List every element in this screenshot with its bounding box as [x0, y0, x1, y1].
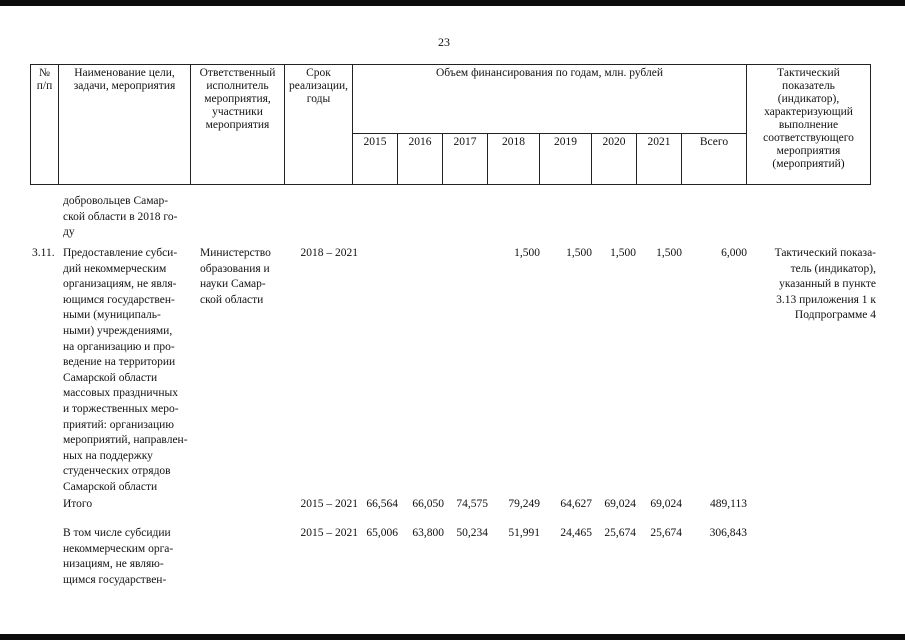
header-num: № п/п: [31, 65, 59, 185]
row-term: 2015 – 2021: [300, 527, 358, 539]
header-year-2015: 2015: [353, 134, 398, 185]
header-year-2019: 2019: [540, 134, 592, 185]
scan-border-top: [0, 0, 905, 6]
row-indicator: Тактический показа- тель (индикатор), указанный в пункте 3.13 приложения 1 к Подпрограмме 4: [774, 247, 876, 322]
row-term: 2015 – 2021: [300, 498, 358, 510]
header-term: Срок реализации, годы: [285, 65, 353, 185]
row-name: добровольцев Самар- ской области в 2018 го- ду: [63, 195, 178, 239]
row-value-2020: 69,024: [604, 498, 636, 510]
header-name: Наименование цели, задачи, мероприятия: [59, 65, 191, 185]
row-value-2019: 1,500: [566, 247, 592, 259]
row-value-total: 306,843: [709, 527, 747, 539]
row-value-2020: 25,674: [604, 527, 636, 539]
header-year-2018: 2018: [488, 134, 540, 185]
row-value-2018: 1,500: [514, 247, 540, 259]
header-year-2021: 2021: [637, 134, 682, 185]
row-value-2017: 74,575: [456, 498, 488, 510]
scan-border-bottom: [0, 634, 905, 640]
header-year-2017: 2017: [443, 134, 488, 185]
row-value-total: 6,000: [721, 247, 747, 259]
header-financing: Объем финансирования по годам, млн. рублей: [353, 65, 747, 134]
row-value-2020: 1,500: [610, 247, 636, 259]
row-value-2015: 66,564: [366, 498, 398, 510]
header-year-2016: 2016: [398, 134, 443, 185]
header-responsible: Ответственный исполнитель мероприятия, участники мероприятия: [191, 65, 285, 185]
row-value-2016: 63,800: [412, 527, 444, 539]
header-year-2020: 2020: [592, 134, 637, 185]
row-value-2019: 24,465: [560, 527, 592, 539]
row-value-2019: 64,627: [560, 498, 592, 510]
row-name: Предоставление субси- дий некоммерческим организациям, не явля- ющимся государствен- ными (муниципаль- ными) учреждениями, на организацию и про- ведение на территории Самарской области массовых праздничных и торжественных меро- приятий: организацию мероприятий, направлен- ных на поддержку студенческих отрядов Самарской области: [63, 247, 188, 493]
page-number: 23: [438, 35, 450, 49]
header-indicator: Тактический показатель (индикатор), характеризующий выполнение соответствующего мероприятия (мероприятий): [747, 65, 871, 185]
header-year-total: Всего: [682, 134, 747, 185]
row-value-2015: 65,006: [366, 527, 398, 539]
row-value-total: 489,113: [710, 498, 747, 510]
row-name: Итого: [63, 498, 93, 510]
row-value-2016: 66,050: [412, 498, 444, 510]
row-name: В том числе субсидии некоммерческим орга- низациям, не являю- щимся государствен-: [63, 527, 174, 586]
row-term: 2018 – 2021: [300, 247, 358, 259]
row-responsible: Министерство образования и науки Самар- ской области: [200, 247, 271, 306]
row-value-2018: 51,991: [508, 527, 540, 539]
row-number: 3.11.: [32, 247, 55, 259]
row-value-2018: 79,249: [508, 498, 540, 510]
row-value-2021: 25,674: [650, 527, 682, 539]
row-value-2021: 69,024: [650, 498, 682, 510]
row-value-2021: 1,500: [656, 247, 682, 259]
row-value-2017: 50,234: [456, 527, 488, 539]
header-table: [30, 64, 871, 185]
